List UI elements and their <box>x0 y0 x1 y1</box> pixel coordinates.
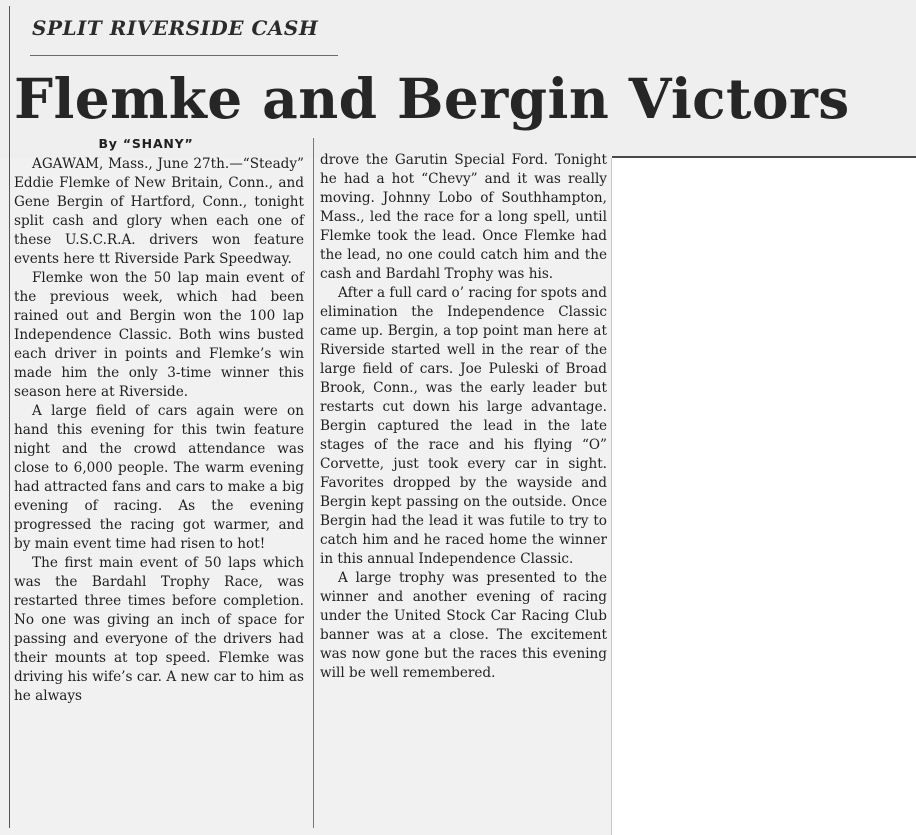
paragraph: A large field of cars again were on hand this evening for this twin feature night and the crowd attendance was close to 6,000 people. The warm evening had attracted fans and cars to make a big evening of racing. As the evening progressed the racing got warmer, and by main event time had risen to hot! <box>14 403 304 552</box>
paragraph: A large trophy was presented to the winner and another evening of racing under the United Stock Car Racing Club banner was at a close. The excitement was now gone but the races this evening will be well remembered. <box>320 570 607 681</box>
kicker-headline: SPLIT RIVERSIDE CASH <box>32 16 319 40</box>
paragraph: The first main event of 50 laps which was the Bardahl Trophy Race, was restarted three times before completion. No one was giving an inch of space for passing and everyone of the drivers had their mounts at top speed. Flemke was driving his wife’s car. A new car to him as he always <box>14 555 304 704</box>
paper-right-edge <box>611 158 612 835</box>
paragraph: After a full card o’ racing for spots and elimination the Independence Classic came up. Bergin, a top point man here at Riverside started well in the rear of the large field of cars. Joe Puleski of Broad Brook, Conn., was the early leader but restarts cut down his large advantage. Bergin captured the lead in the late stages of the race and his flying “O” Corvette, just took every car in sight. Favorites dropped by the wayside and Bergin kept passing on the outside. Once Bergin had the lead it was futile to try to catch him and he raced home the winner in this annual Independence Classic. <box>320 285 607 567</box>
torn-edge-line <box>612 156 916 158</box>
paragraph: AGAWAM, Mass., June 27th.—“Steady” Eddie Flemke of New Britain, Conn., and Gene Bergin of Hartford, Conn., tonight split cash and glory when each one of these U.S.C.R.A. drivers won feature events here tt Riverside Park Speedway. <box>14 156 304 267</box>
byline: By “SHANY” <box>98 136 194 151</box>
kicker-underline <box>30 55 338 56</box>
left-column <box>14 134 304 706</box>
paragraph: Flemke won the 50 lap main event of the previous week, which had been rained out and Bergin won the 100 lap Independence Classic. Both wins busted each driver in points and Flemke’s win made him the only 3-time winner this season here at Riverside. <box>14 270 304 400</box>
right-column <box>320 151 607 683</box>
main-headline: Flemke and Bergin Victors <box>14 66 850 131</box>
left-column-rule <box>9 6 10 828</box>
paragraph: drove the Garutin Special Ford. Tonight he had a hot “Chevy” and it was really moving. Johnny Lobo of Southhampton, Mass., led the race for a long spell, until Flemke took the lead. Once Flemke had the lead, no one could catch him and the cash and Bardahl Trophy was his. <box>320 152 607 282</box>
column-divider <box>313 138 314 828</box>
